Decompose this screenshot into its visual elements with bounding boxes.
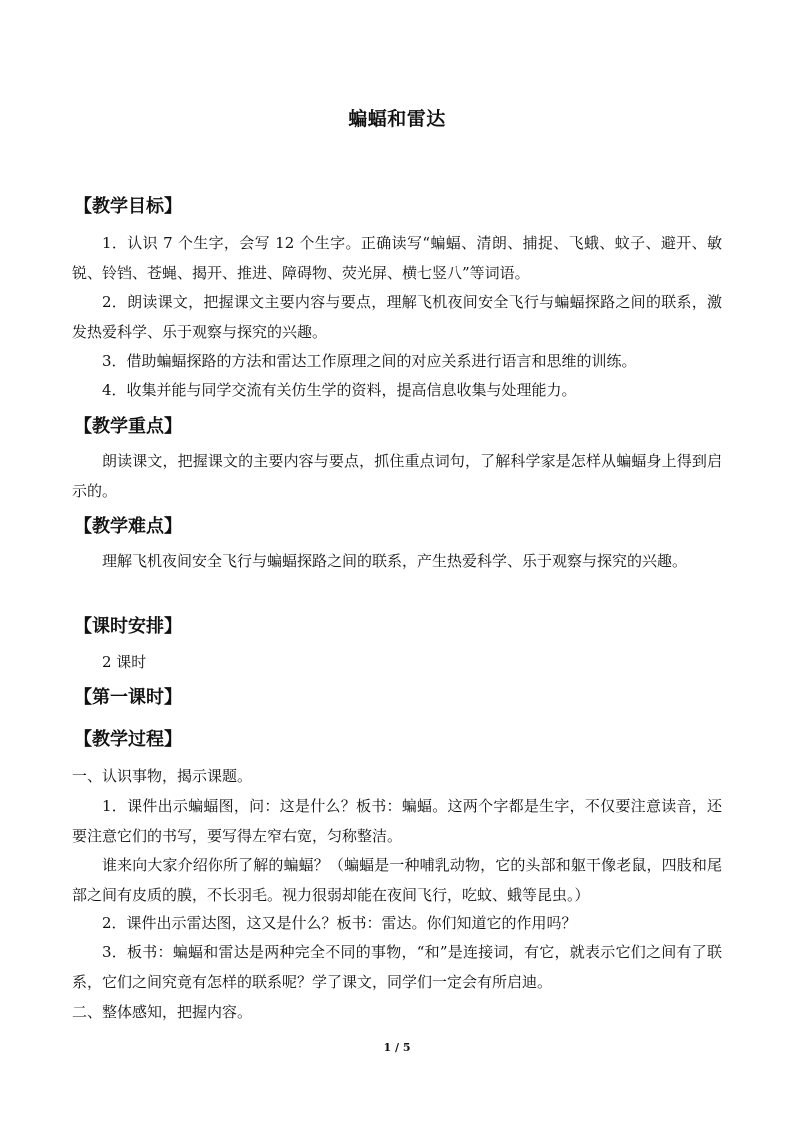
key-points-heading: 【教学重点】 (74, 416, 182, 437)
objective-2: 2．朗读课文，把握课文主要内容与要点，理解飞机夜间安全飞行与蝙蝠探路之间的联系，激发热爱科学、乐于观察与探究的兴趣。 (72, 293, 722, 341)
objective-3: 3．借助蝙蝠探路的方法和雷达工作原理之间的对应关系进行语言和思维的训练。 (102, 352, 637, 370)
schedule-heading: 【课时安排】 (74, 616, 182, 637)
objective-4: 4．收集并能与同学交流有关仿生学的资料，提高信息收集与处理能力。 (102, 381, 577, 399)
process-heading: 【教学过程】 (74, 729, 182, 750)
page-number: 1 / 5 (383, 1041, 411, 1054)
key-points-text: 朗读课文，把握课文的主要内容与要点，抓住重点词句，了解科学家是怎样从蝙蝠身上得到启示的。 (72, 452, 722, 500)
difficulties-text: 理解飞机夜间安全飞行与蝙蝠探路之间的联系，产生热爱科学、乐于观察与探究的兴趣。 (102, 552, 688, 570)
step-1-paragraph-3: 2．课件出示雷达图，这又是什么？板书：雷达。你们知道它的作用吗？ (102, 914, 577, 932)
first-lesson-heading: 【第一课时】 (74, 687, 182, 708)
step-1-title: 一、认识事物，揭示课题。 (72, 767, 253, 785)
step-1-paragraph-1: 1．课件出示蝙蝠图，问：这是什么？板书：蝙蝠。这两个字都是生字，不仅要注意读音，还要注意它们的书写，要写得左窄右宽，匀称整洁。 (72, 797, 722, 845)
difficulties-heading: 【教学难点】 (74, 516, 182, 537)
schedule-text: 2 课时 (102, 653, 147, 671)
step-2-title: 二、整体感知，把握内容。 (72, 1003, 253, 1021)
objective-1: 1．认识 7 个生字，会写 12 个生字。正确读写“蝙蝠、清朗、捕捉、飞蛾、蚊子、避开、敏锐、铃铛、苍蝇、揭开、推进、障碍物、荧光屏、横七竖八”等词语。 (72, 234, 722, 282)
step-1-paragraph-4: 3．板书：蝙蝠和雷达是两种完全不同的事物，“和”是连接词，有它，就表示它们之间有了联系，它们之间究竟有怎样的联系呢？学了课文，同学们一定会有所启迪。 (72, 943, 722, 991)
step-1-paragraph-2: 谁来向大家介绍你所了解的蝙蝠？（蝙蝠是一种哺乳动物，它的头部和躯干像老鼠，四肢和尾部之间有皮质的膜，不长羽毛。视力很弱却能在夜间飞行，吃蚊、蛾等昆虫。） (72, 856, 722, 904)
document-title: 蝙蝠和雷达 (348, 108, 446, 130)
objectives-heading: 【教学目标】 (74, 196, 182, 217)
